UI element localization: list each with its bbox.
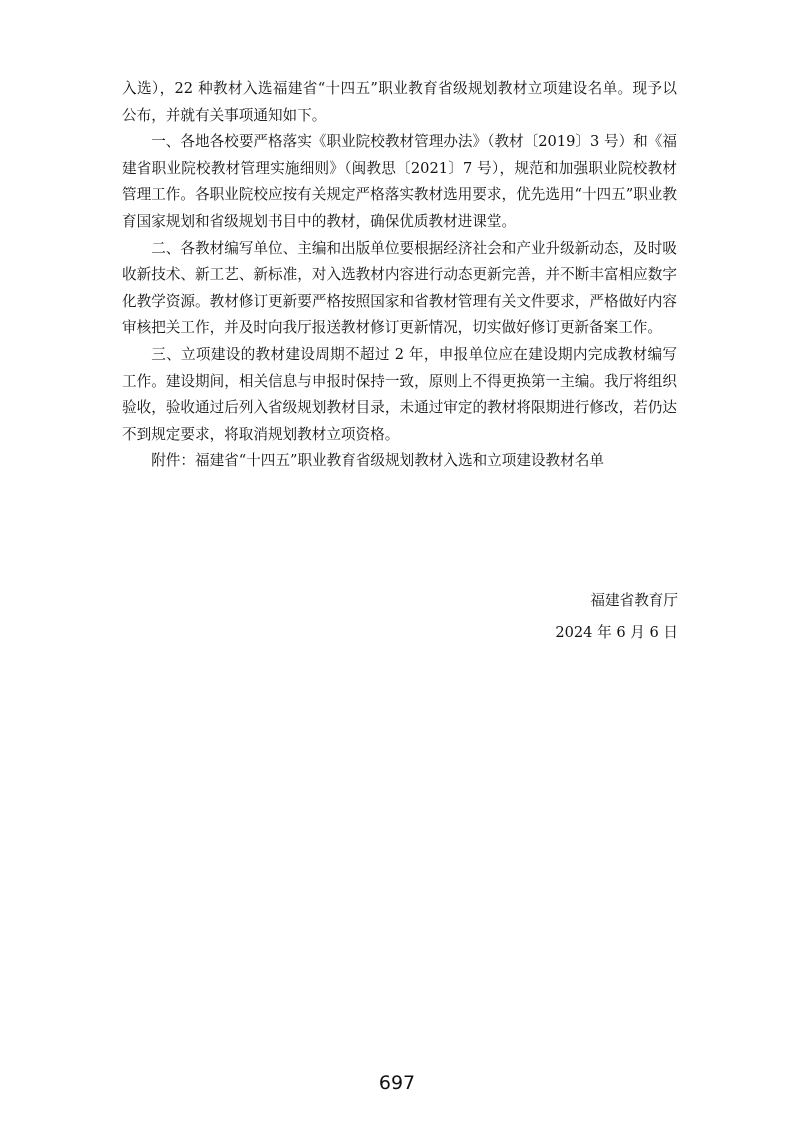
paragraph-item-3: 三、立项建设的教材建设周期不超过 2 年，申报单位应在建设期内完成教材编写工作。建设期间，相关信息与申报时保持一致，原则上不得更换第一主编。我厅将组织验收，验收通过后列入省级规划教材目录，未通过审定的教材将限期进行修改，若仍达不到规定要求，将取消规划教材立项资格。: [122, 345, 677, 443]
issuing-organization: 福建省教育厅: [590, 592, 678, 609]
issue-date: 2024 年 6 月 6 日: [555, 624, 678, 641]
paragraph-continuation: 入选），22 种教材入选福建省“十四五”职业教育省级规划教材立项建设名单。现予以公布，并就有关事项通知如下。: [122, 80, 677, 124]
attachment-line: 附件：福建省“十四五”职业教育省级规划教材入选和立项建设教材名单: [151, 452, 604, 470]
page-number: 697: [378, 1072, 416, 1094]
paragraph-item-1: 一、各地各校要严格落实《职业院校教材管理办法》（教材〔2019〕3 号）和《福建省职业院校教材管理实施细则》（闽教思〔2021〕7 号），规范和加强职业院校教材管理工作。各职业院校应按有关规定严格落实教材选用要求，优先选用“十四五”职业教育国家规划和省级规划书目中的教材，确保优质教材进课堂。: [122, 133, 677, 230]
paragraph-item-2: 二、各教材编写单位、主编和出版单位要根据经济社会和产业升级新动态，及时吸收新技术、新工艺、新标准，对入选教材内容进行动态更新完善，并不断丰富相应数字化教学资源。教材修订更新要严格按照国家和省教材管理有关文件要求，严格做好内容审核把关工作，并及时向我厅报送教材修订更新情况，切实做好修订更新备案工作。: [122, 239, 677, 337]
signature-block: [555, 585, 678, 649]
document-body: [122, 76, 677, 475]
